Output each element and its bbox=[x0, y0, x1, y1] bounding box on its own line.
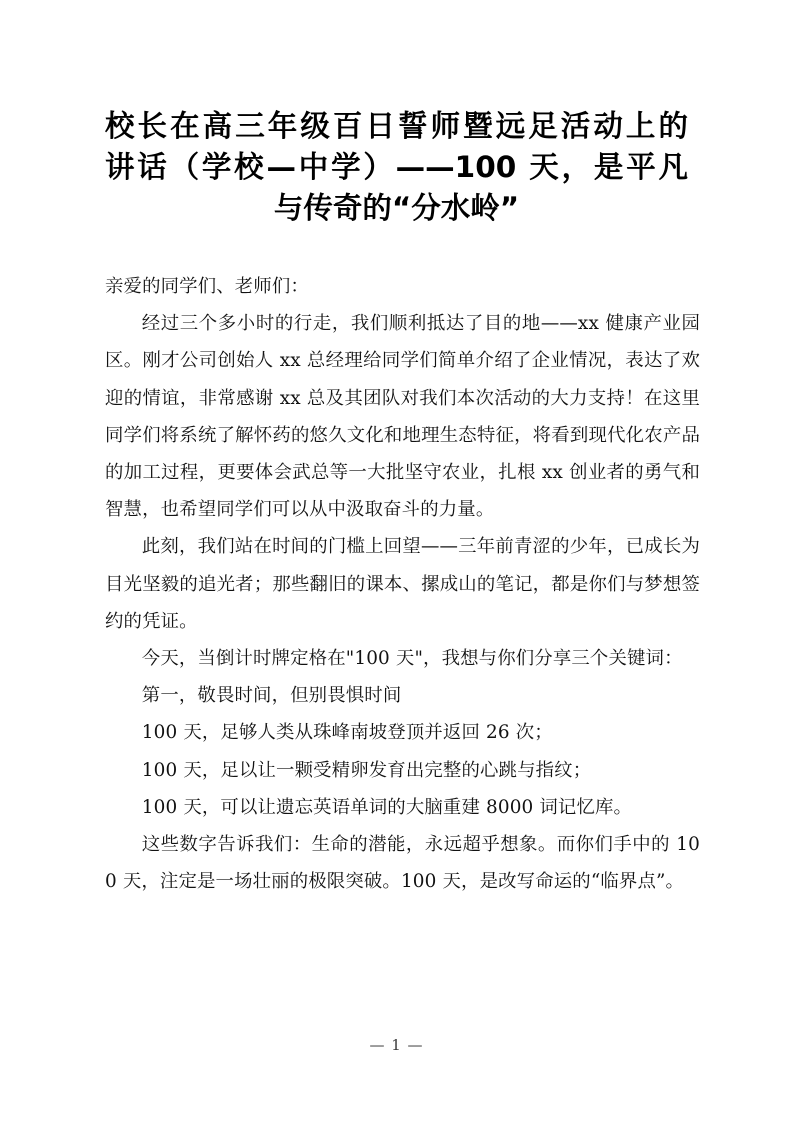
page-footer: — 1 — bbox=[369, 1036, 424, 1054]
title-line-2: 讲话（学校—中学）——100 天，是平凡 bbox=[105, 150, 688, 184]
document-body bbox=[105, 268, 700, 900]
section-heading: 第一，敬畏时间，但别畏惧时间 bbox=[141, 685, 402, 707]
title-line-1: 校长在高三年级百日誓师暨远足活动上的 bbox=[105, 109, 688, 143]
title-line-3: 与传奇的“分水岭” bbox=[273, 191, 520, 225]
paragraph-2: 此刻，我们站在时间的门槛上回望——三年前青涩的少年，已成长为目光坚毅的追光者；那些翻旧的课本、摞成山的笔记，都是你们与梦想签约的凭证。 bbox=[105, 536, 700, 632]
page-title bbox=[105, 106, 688, 229]
salutation: 亲爱的同学们、老师们： bbox=[105, 276, 309, 297]
paragraph-3: 今天，当倒计时牌定格在"100 天"，我想与你们分享三个关键词： bbox=[141, 648, 683, 670]
bullet-line-1: 100 天，足够人类从珠峰南坡登顶并返回 26 次； bbox=[141, 722, 553, 744]
bullet-line-2: 100 天，足以让一颗受精卵发育出完整的心跳与指纹； bbox=[141, 759, 592, 781]
paragraph-1: 经过三个多小时的行走，我们顺利抵达了目的地——xx 健康产业园区。刚才公司创始人 xx 总经理给同学们简单介绍了企业情况，表达了欢迎的情谊，非常感谢 xx 总及其团队对我们本次活动的大力支持！在这里同学们将系统了解怀药的悠久文化和地理生态特征，将看到现代化农产品的加工过程，更要体会武总等一大批坚守农业，扎根 xx 创业者的勇气和智慧，也希望同学们可以从中汲取奋斗的力量。 bbox=[105, 313, 700, 521]
bullet-line-3: 100 天，可以让遗忘英语单词的大脑重建 8000 词记忆库。 bbox=[141, 796, 633, 818]
closing-paragraph: 这些数字告诉我们：生命的潜能，永远超乎想象。而你们手中的 100 天，注定是一场壮丽的极限突破。100 天，是改写命运的“临界点”。 bbox=[105, 834, 700, 893]
